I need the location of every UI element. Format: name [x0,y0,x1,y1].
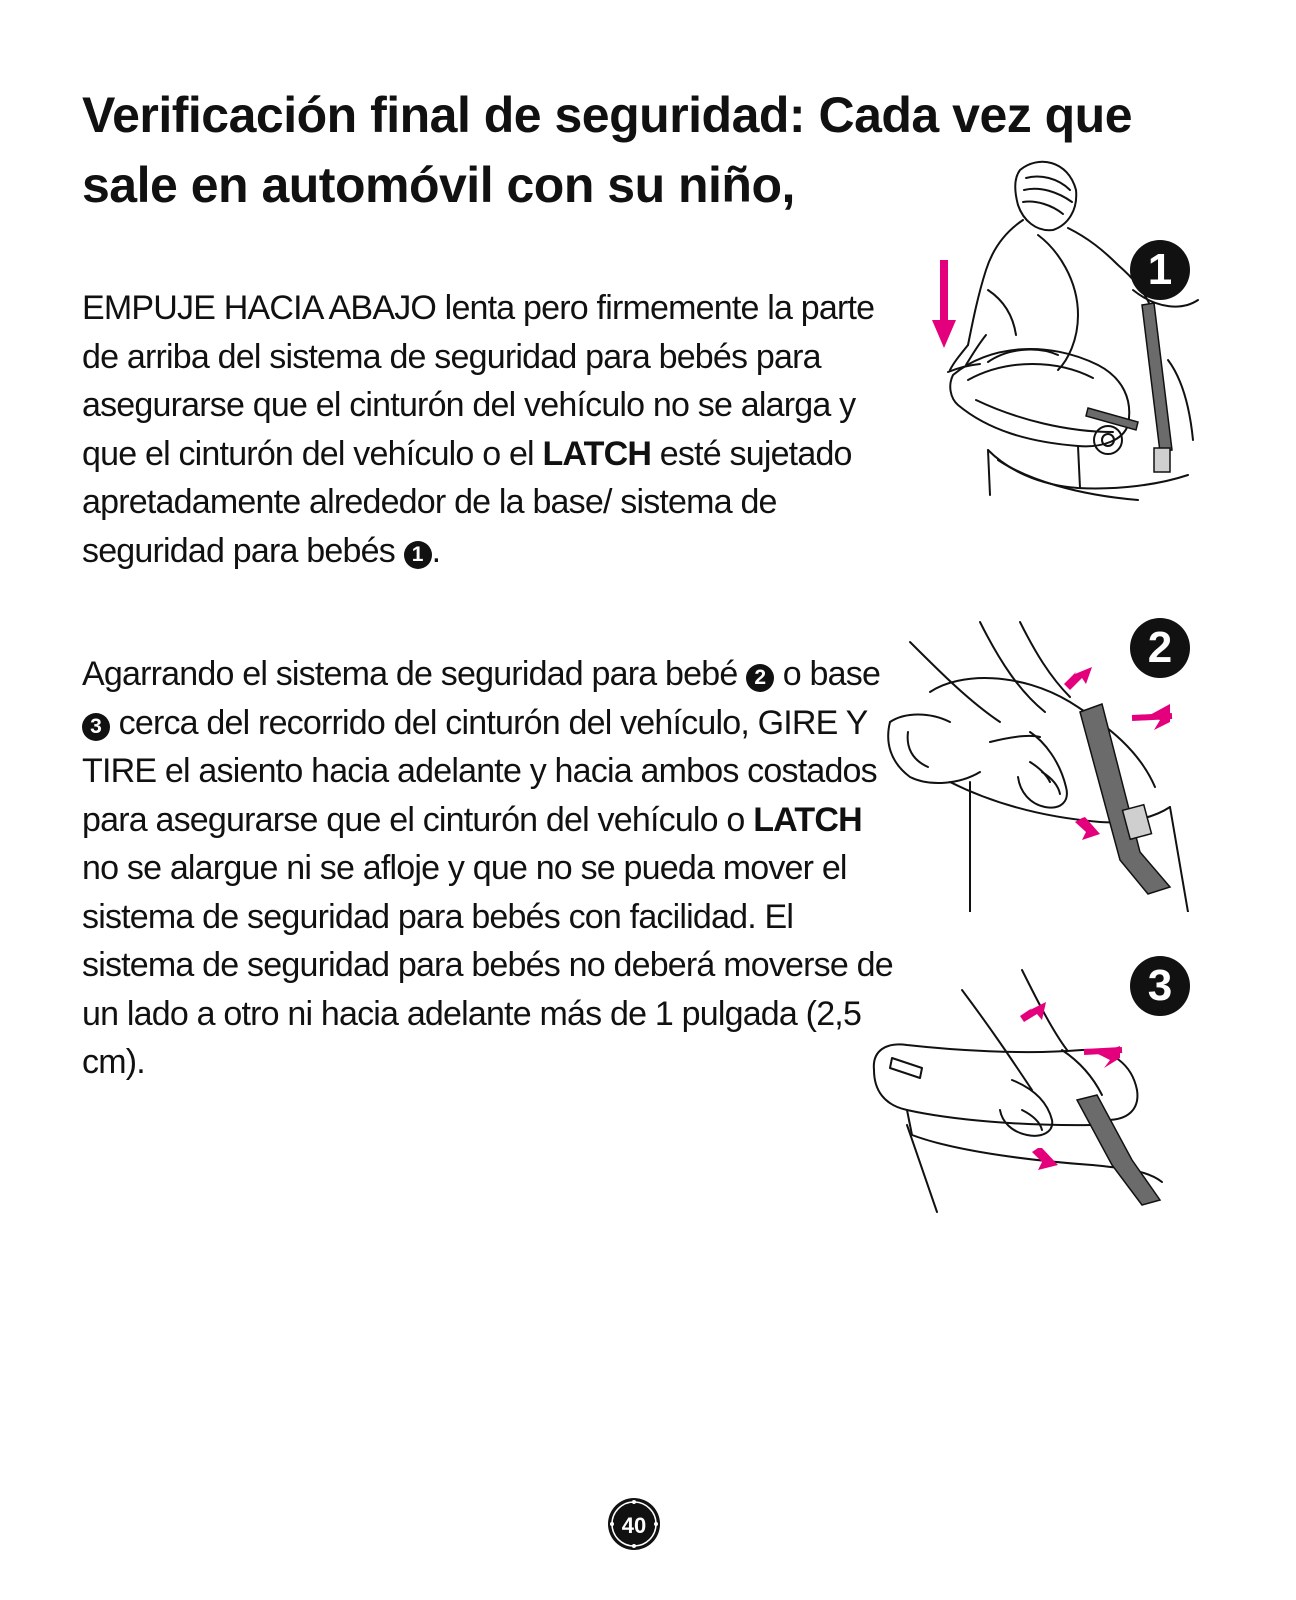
instruction-text: cerca del recorrido del cinturón del vehículo, GIRE Y TIRE el asiento hacia adelante y hacia ambos costados para asegurarse que el cinturón del vehículo o [82,703,877,839]
page-number-text: 40 [621,1513,647,1538]
page-number [606,1496,662,1552]
figure-3-badge: 3 [1130,956,1190,1016]
page-title: Verificación final de seguridad: Cada vez que sale en automóvil con su niño, [82,87,1133,213]
instruction-text: . [431,531,441,570]
figure-ref-3: 3 [82,713,110,741]
instruction-text: EMPUJE HACIA ABAJO lenta pero firmemente la parte de arriba del sistema de seguridad para bebés para asegurarse que el cinturón del vehículo no se alarga y que el cinturón del vehículo o el [82,289,875,473]
instruction-text: Agarrando el sistema de seguridad para bebé [82,655,747,693]
latch-term: LATCH [542,434,652,473]
instruction-twist-pull [82,650,902,1087]
instruction-push-down [82,284,902,575]
figure-ref-1: 1 [404,541,432,569]
figure-1-badge: 1 [1130,240,1190,300]
figure-ref-2: 2 [746,664,774,692]
instruction-text: o base [774,655,881,693]
latch-term: LATCH [753,800,862,839]
instruction-text: no se alargue ni se afloje y que no se pueda mover el sistema de seguridad para bebés con facilidad. El sistema de seguridad para bebés no deberá moverse de un lado a otro ni hacia adelante más de 1 pulgada (2,5 cm). [82,849,893,1081]
instruction-text: esté sujetado apretadamente alrededor de la base/ sistema de seguridad para bebés [82,434,852,570]
figure-2-badge: 2 [1130,618,1190,678]
figure-1-push-down-illustration [928,150,1218,510]
